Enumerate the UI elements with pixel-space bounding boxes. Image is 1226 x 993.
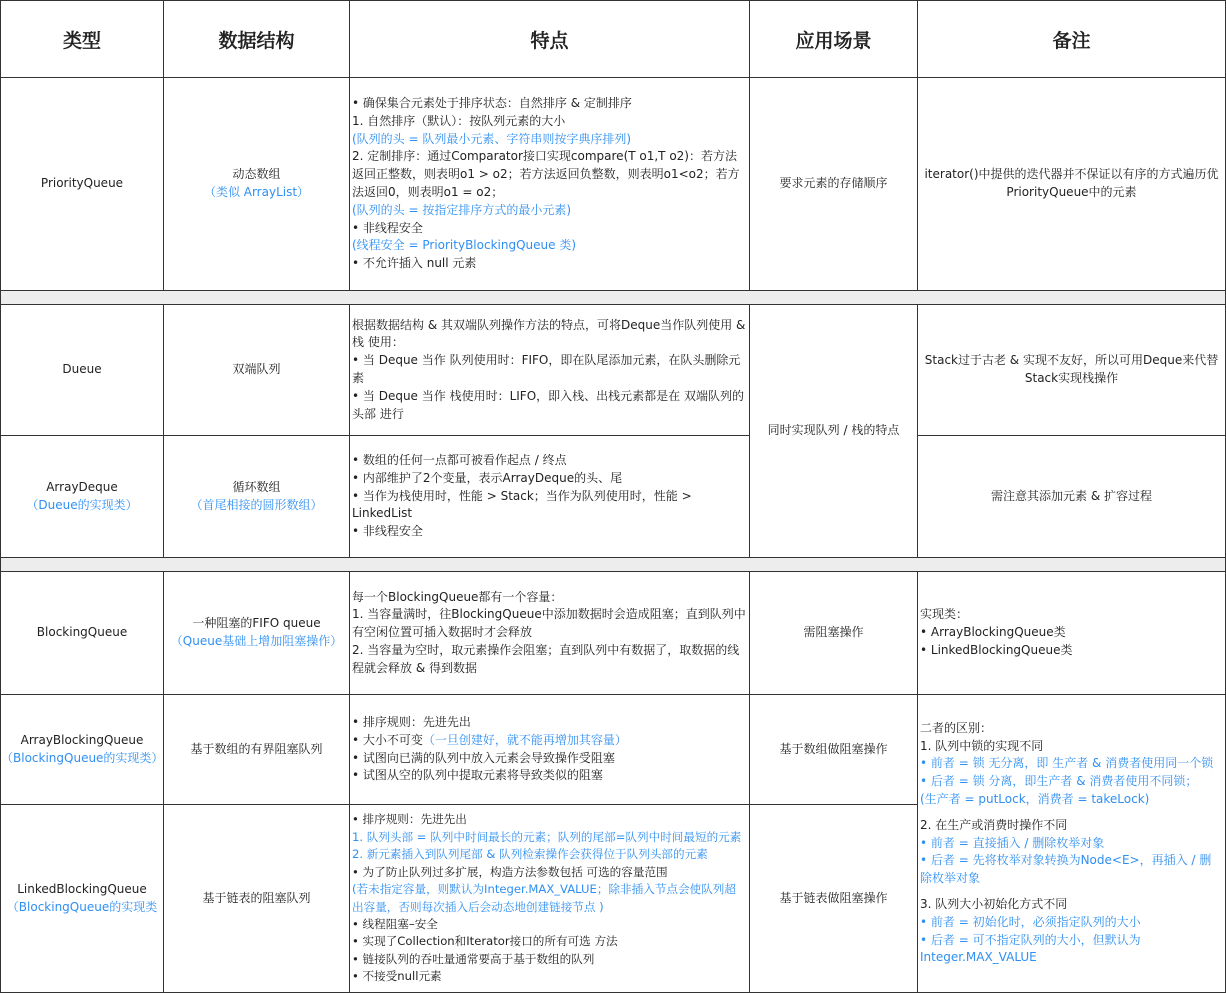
deque-type [0, 304, 164, 436]
row-separator-2 [0, 557, 1226, 572]
ad-type [0, 435, 164, 558]
deque-scene-text: 同时实现队列 / 栈的特点 [767, 423, 900, 438]
diff-note-line-4: • 后者 = 锁 分离，即生产者 & 消费者使用不同锁； [920, 774, 1198, 789]
lbq-type-note: （BlockingQueue的实现类 [6, 899, 158, 914]
bq-type-label: BlockingQueue [36, 625, 128, 640]
row-separator-1 [0, 290, 1226, 305]
ad-feature-line-4: • 非线程安全 [352, 524, 423, 539]
abq-type [0, 694, 164, 805]
deque-features-list [352, 317, 746, 424]
pq-feature-line-4: 2. 定制排序：通过Comparator接口实现compare(T o1,T o2)：若方法返回正整数，则表明o1 > o2；若方法返回负整数，则表明o1<o2；若方法返回0，则表明o1 = o2； [352, 149, 740, 199]
pq-feature-line-6: • 非线程安全 [352, 220, 423, 235]
abq-feature-2-main: • 大小不可变 [352, 732, 423, 747]
abq-scene [749, 694, 918, 805]
abq-type-note: （BlockingQueue的实现类） [1, 750, 164, 765]
bq-note [917, 571, 1226, 695]
lbq-feature-line-5: (若未指定容量，则默认为Integer.MAX_VALUE；除非插入节点会使队列超出容量，否则每次插入后会动态地创建链接节点 ) [352, 882, 736, 914]
diff-note-line-5: (生产者 = putLock，消费者 = takeLock) [920, 792, 1150, 806]
deque-struct [163, 304, 350, 436]
lbq-scene [749, 804, 918, 993]
pq-scene [749, 77, 918, 291]
deque-struct-label: 双端队列 [232, 362, 281, 377]
diff-note-line-8: • 前者 = 直接插入 / 删除枚举对象 [920, 835, 1105, 850]
lbq-feature-line-8: • 链接队列的吞吐量通常要高于基于数组的队列 [352, 951, 595, 966]
lbq-features [349, 804, 750, 993]
abq-feature-1: • 排序规则：先进先出 [352, 714, 471, 729]
deque-feature-line-1: 根据数据结构 & 其双端队列操作方法的特点，可将Deque当作队列使用 & 栈 使用： [352, 317, 746, 350]
abq-features-list [352, 714, 627, 785]
abq-features [349, 694, 750, 805]
diff-note-line-12: • 前者 = 初始化时，必须指定队列的大小 [920, 914, 1141, 929]
diff-note-line-10 [920, 888, 1222, 896]
ad-feature-line-3: • 当作为栈使用时，性能 > Stack；当作为队列使用时，性能 > LinkedList [352, 488, 692, 521]
header-features: 特点 [349, 0, 750, 78]
bq-feature-line-2: 1. 当容量满时，往BlockingQueue中添加数据时会造成阻塞；直到队列中有空闲位置可插入数据时才会释放 [352, 607, 746, 640]
pq-struct-note: （类似 ArrayList） [203, 185, 310, 199]
bq-struct-note: （Queue基础上增加阻塞操作） [170, 634, 343, 648]
ad-type-label: ArrayDeque [46, 479, 118, 494]
ad-struct-label: 循环数组 [232, 479, 281, 494]
abq-feature-3: • 试图向已满的队列中放入元素会导致操作受阻塞 [352, 750, 615, 765]
header-notes: 备注 [917, 0, 1226, 78]
ad-struct [163, 435, 350, 558]
bq-struct-label: 一种阻塞的FIFO queue [192, 616, 321, 631]
diff-note-line-9: • 后者 = 先将枚举对象转换为Node<E>，再插入 / 删除枚举对象 [920, 853, 1212, 886]
pq-feature-line-7: (线程安全 = PriorityBlockingQueue 类) [352, 238, 577, 253]
ad-feature-line-2: • 内部维护了2个变量，表示ArrayDeque的头、尾 [352, 470, 623, 485]
lbq-type [0, 804, 164, 993]
diff-note [917, 694, 1226, 993]
deque-feature-line-2: • 当 Deque 当作 队列使用时：FIFO，即在队尾添加元素，在队头删除元素 [352, 353, 741, 385]
bq-note-list [920, 606, 1072, 659]
diff-note-list [920, 720, 1222, 967]
lbq-feature-line-2: 1. 队列头部 = 队列中时间最长的元素；队列的尾部=队列中时间最短的元素 [352, 829, 742, 844]
lbq-feature-line-4: • 为了防止队列过多扩展，构造方法参数包括 可选的容量范围 [352, 864, 668, 879]
lbq-feature-line-7: • 实现了Collection和Iterator接口的所有可选 方法 [352, 934, 618, 949]
pq-scene-text: 要求元素的存储顺序 [779, 176, 888, 191]
header-type: 类型 [0, 0, 164, 78]
bq-feature-line-1: 每一个BlockingQueue都有一个容量： [352, 589, 563, 604]
pq-note-text: iterator()中提供的迭代器并不保证以有序的方式遍历优PriorityQueue中的元素 [924, 167, 1219, 199]
bq-struct [163, 571, 350, 695]
bq-scene [749, 571, 918, 695]
lbq-feature-line-6: • 线程阻塞–安全 [352, 916, 438, 931]
abq-scene-text: 基于数组做阻塞操作 [779, 741, 888, 756]
bq-note-line-1: 实现类： [920, 607, 969, 622]
ad-type-note: （Dueue的实现类） [26, 497, 138, 512]
lbq-struct-label: 基于链表的阻塞队列 [202, 890, 311, 905]
lbq-type-label: LinkedBlockingQueue [17, 881, 147, 896]
header-data-structure: 数据结构 [163, 0, 350, 78]
diff-note-line-11: 3. 队列大小初始化方式不同 [920, 896, 1068, 911]
pq-feature-line-3: (队列的头 = 队列最小元素、字符串则按字典序排列) [352, 131, 632, 146]
diff-note-line-3: • 前者 = 锁 无分离，即 生产者 & 消费者使用同一个锁 [920, 756, 1214, 771]
pq-feature-line-2: 1. 自然排序（默认）：按队列元素的大小 [352, 113, 566, 128]
lbq-feature-line-1: • 排序规则：先进先出 [352, 812, 467, 827]
diff-note-line-13: • 后者 = 可不指定队列的大小，但默认为Integer.MAX_VALUE [920, 932, 1141, 965]
ad-features [349, 435, 750, 558]
ad-struct-note: （首尾相接的圆形数组） [190, 497, 323, 512]
bq-note-line-2: • ArrayBlockingQueue类 [920, 625, 1066, 640]
ad-feature-line-1: • 数组的任何一点都可被看作起点 / 终点 [352, 453, 567, 467]
pq-features [349, 77, 750, 291]
lbq-features-list [352, 811, 746, 985]
bq-type [0, 571, 164, 695]
deque-features [349, 304, 750, 436]
bq-note-line-3: • LinkedBlockingQueue类 [920, 642, 1073, 657]
lbq-scene-text: 基于链表做阻塞操作 [779, 890, 888, 905]
bq-features [349, 571, 750, 695]
lbq-feature-line-3: 2. 新元素插入到队列尾部 & 队列检索操作会获得位于队列头部的元素 [352, 847, 708, 862]
pq-feature-line-5: (队列的头 = 按指定排序方式的最小元素) [352, 202, 572, 217]
diff-note-line-7: 2. 在生产或消费时操作不同 [920, 817, 1068, 832]
lbq-feature-line-9: • 不接受null元素 [352, 969, 442, 984]
pq-feature-line-1: • 确保集合元素处于排序状态：自然排序 & 定制排序 [352, 96, 632, 111]
bq-scene-text: 需阻塞操作 [803, 625, 864, 640]
abq-struct [163, 694, 350, 805]
bq-feature-line-3: 2. 当容量为空时，取元素操作会阻塞；直到队列中有数据了，取数据的线程就会释放 & 得到数据 [352, 642, 740, 675]
ad-features-list [352, 452, 746, 541]
pq-feature-line-8: • 不允许插入 null 元素 [352, 256, 477, 271]
abq-feature-2-note: （一旦创建好，就不能再增加其容量） [422, 732, 627, 747]
diff-note-line-2: 1. 队列中锁的实现不同 [920, 738, 1044, 753]
pq-type [0, 77, 164, 291]
header-scenario: 应用场景 [749, 0, 918, 78]
deque-note-text: Stack过于古老 & 实现不友好，所以可用Deque来代替Stack实现栈操作 [924, 353, 1219, 385]
deque-note [917, 304, 1226, 436]
pq-note [917, 77, 1226, 291]
abq-struct-label: 基于数组的有界阻塞队列 [190, 741, 323, 756]
diff-note-line-1: 二者的区别： [920, 720, 993, 735]
deque-scene [749, 304, 918, 558]
abq-type-label: ArrayBlockingQueue [20, 732, 144, 747]
bq-features-list [352, 589, 746, 678]
ad-note-text: 需注意其添加元素 & 扩容过程 [991, 488, 1152, 503]
diff-note-line-6 [920, 809, 1222, 817]
pq-features-list [352, 95, 746, 273]
deque-type-label: Dueue [62, 362, 102, 377]
ad-note [917, 435, 1226, 558]
abq-feature-4: • 试图从空的队列中提取元素将导致类似的阻塞 [352, 768, 603, 783]
lbq-struct [163, 804, 350, 993]
deque-feature-line-3: • 当 Deque 当作 栈使用时：LIFO，即入栈、出栈元素都是在 双端队列的头部 进行 [352, 388, 744, 421]
pq-type-label: PriorityQueue [40, 176, 124, 191]
pq-struct-label: 动态数组 [232, 167, 281, 182]
pq-struct [163, 77, 350, 291]
abq-feature-2 [352, 732, 627, 750]
